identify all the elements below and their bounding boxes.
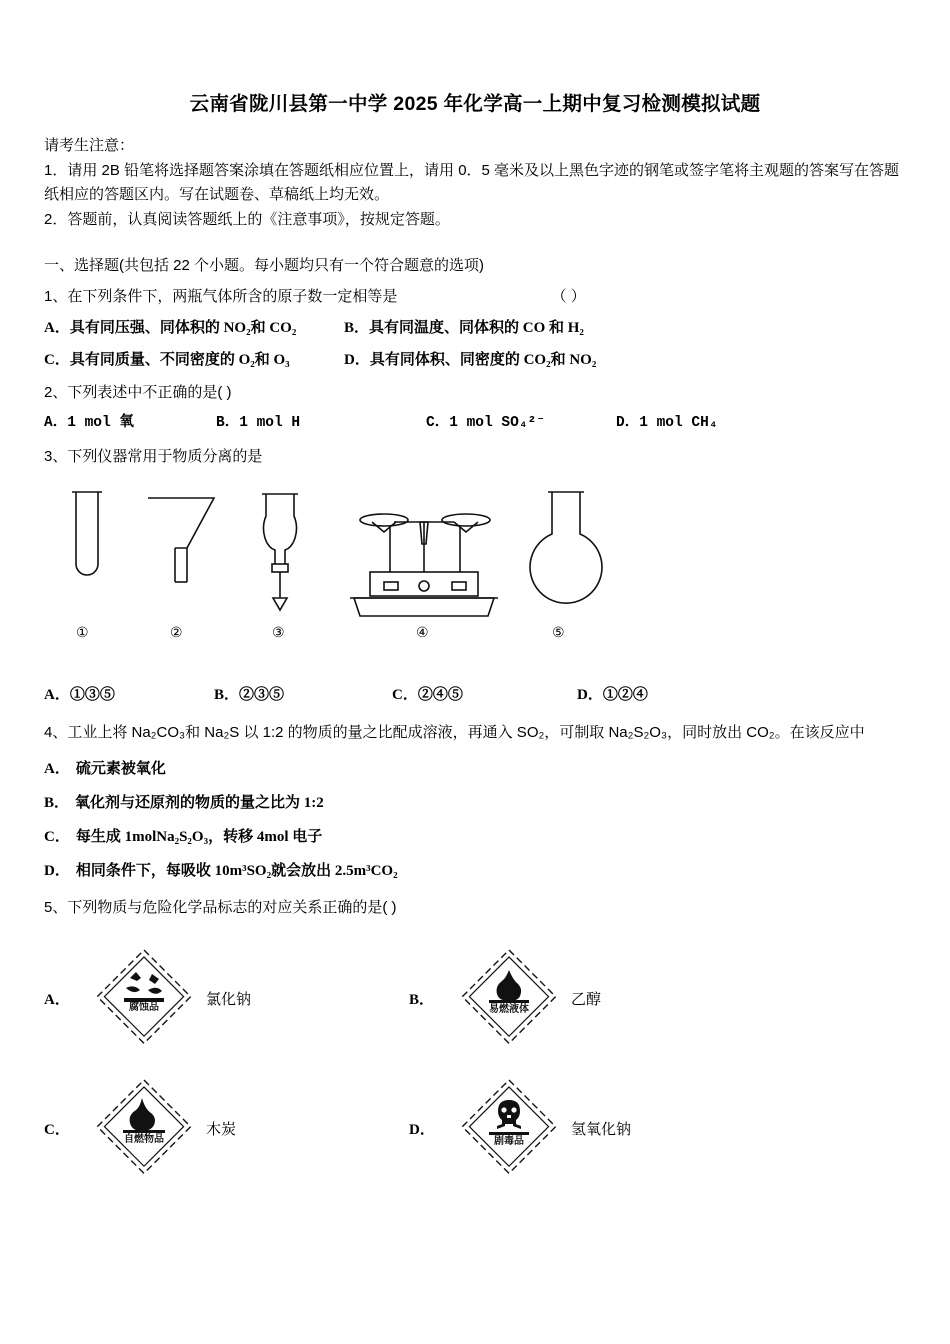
option-text: 具有同质量、不同密度的 O₂和 O₃ (69, 351, 290, 368)
option-label: A． (44, 415, 68, 432)
question-3-option-c[interactable] (392, 684, 577, 707)
hazard-row-1 (44, 933, 906, 1063)
funnel-icon (148, 498, 214, 582)
question-1-option-d[interactable] (344, 349, 614, 372)
question-1-paren: （ ） (551, 287, 586, 305)
option-text: 具有同压强、同体积的 NO₂和 CO₂ (69, 320, 297, 337)
option-label: A． (44, 320, 70, 337)
option-text: 木炭 (206, 1120, 237, 1138)
question-2-options-row (44, 413, 906, 435)
question-2-option-d[interactable] (616, 413, 816, 435)
option-text: ①②④ (602, 687, 648, 704)
apparatus-label-3: ③ (272, 624, 285, 641)
question-1-option-b[interactable] (344, 317, 614, 340)
question-1-text: 在下列条件下，两瓶气体所含的原子数一定相等是 (67, 287, 398, 305)
option-label: D． (344, 351, 370, 368)
question-4-stem (44, 721, 906, 744)
hazard-symbol-text: 自燃物品 (124, 1134, 164, 1146)
question-5-option-b[interactable] (409, 944, 774, 1052)
apparatus-label-2: ② (170, 624, 183, 641)
option-text: 1 mol SO₄²⁻ (449, 415, 545, 432)
notice-line-2: 2．答题前，认真阅读答题纸上的《注意事项》，按规定答题。 (44, 210, 450, 228)
option-text: 氧化剂与还原剂的物质的量之比为 1:2 (75, 795, 324, 812)
option-text: ①③⑤ (69, 687, 115, 704)
option-text: 每生成 1molNa₂S₂O₃，转移 4mol 电子 (75, 829, 323, 846)
hazard-row-2 (44, 1063, 906, 1193)
option-text: 硫元素被氧化 (75, 761, 166, 778)
question-2-option-b[interactable] (216, 413, 426, 435)
option-label: A． (44, 687, 70, 704)
option-label: A． (44, 991, 70, 1008)
question-2-option-c[interactable] (426, 413, 616, 435)
option-label: B． (344, 320, 370, 337)
separating-funnel-icon (262, 494, 298, 564)
question-4-option-a[interactable] (44, 757, 906, 778)
apparatus-svg (54, 486, 614, 646)
question-1-option-a[interactable] (44, 317, 344, 340)
question-4-option-c[interactable] (44, 825, 906, 846)
option-label: C． (392, 687, 418, 704)
apparatus-figure (54, 486, 614, 646)
page-title: 云南省陇川县第一中学 2025 年化学高一上期中复习检测模拟试题 (189, 93, 761, 115)
option-label: A． (44, 761, 70, 778)
option-label: B． (44, 795, 70, 812)
question-5-option-d[interactable] (409, 1074, 774, 1182)
question-3-number: 3、 (44, 448, 68, 466)
question-3-option-d[interactable] (577, 684, 777, 707)
hazard-symbol-text: 易燃液体 (489, 1004, 529, 1016)
question-2-stem (44, 381, 906, 404)
test-tube-icon (76, 492, 98, 575)
option-label: C． (44, 1121, 70, 1138)
option-text: 具有同体积、同密度的 CO₂和 NO₂ (369, 351, 597, 368)
apparatus-label-5: ⑤ (552, 624, 565, 641)
toxic-icon (455, 1074, 563, 1182)
notice-line-1: 1．请用 2B 铅笔将选择题答案涂填在答题纸相应位置上，请用 0．5 毫米及以上黑色字迹的钢笔或签字笔将主观题的答案写在答题纸相应的答题区内。写在试题卷、草稿纸上均无效。 (44, 162, 900, 204)
option-label: B． (216, 415, 240, 432)
spontaneous-combustion-icon (90, 1074, 198, 1182)
option-label: C． (426, 415, 450, 432)
question-5-number: 5、 (44, 899, 68, 917)
question-1-options-row-2 (44, 349, 906, 372)
option-text: 1 mol H (239, 415, 301, 432)
option-label: D． (44, 863, 70, 880)
apparatus-label-4: ④ (416, 624, 429, 641)
question-5-option-c[interactable] (44, 1074, 409, 1182)
question-3-option-a[interactable] (44, 684, 214, 707)
apparatus-label-1: ① (76, 624, 89, 641)
option-label: D． (409, 1121, 435, 1138)
question-4-option-b[interactable] (44, 791, 906, 812)
question-5-text: 下列物质与危险化学品标志的对应关系正确的是( ) (67, 899, 397, 917)
question-4-option-d[interactable] (44, 859, 906, 880)
question-3-options-row (44, 684, 906, 707)
option-label: D． (577, 687, 603, 704)
flammable-liquid-icon (455, 944, 563, 1052)
question-4-text: 工业上将 Na₂CO₃和 Na₂S 以 1:2 的物质的量之比配成溶液，再通入 SO₂，可制取 Na₂S₂O₃，同时放出 CO₂。在该反应中 (67, 723, 865, 741)
option-label: C． (44, 829, 70, 846)
question-2-text: 下列表述中不正确的是( ) (67, 384, 232, 402)
option-text: ②③⑤ (239, 687, 285, 704)
option-text: 氢氧化钠 (571, 1120, 632, 1138)
question-2-number: 2、 (44, 384, 68, 402)
option-text: 乙醇 (571, 990, 602, 1008)
option-text: 1 mol 氧 (67, 415, 134, 432)
corrosive-icon (90, 944, 198, 1052)
option-label: B． (214, 687, 240, 704)
question-1-option-c[interactable] (44, 349, 344, 372)
option-text: 具有同温度、同体积的 CO 和 H₂ (369, 320, 584, 337)
question-4-number: 4、 (44, 723, 68, 741)
option-text: 1 mol CH₄ (639, 415, 718, 432)
question-5-stem (44, 896, 906, 919)
round-flask-icon (530, 492, 602, 603)
option-label: C． (44, 351, 70, 368)
question-1-stem (44, 285, 906, 308)
question-5-option-a[interactable] (44, 944, 409, 1052)
question-3-option-b[interactable] (214, 684, 392, 707)
question-3-text: 下列仪器常用于物质分离的是 (67, 448, 263, 466)
hazard-symbol-text: 剧毒品 (494, 1136, 524, 1148)
question-3-stem (44, 445, 906, 468)
question-1-options-row-1 (44, 317, 906, 340)
hazard-options (44, 933, 906, 1193)
question-2-option-a[interactable] (44, 413, 216, 435)
option-text: ②④⑤ (417, 687, 463, 704)
option-text: 相同条件下，每吸收 10m³SO₂就会放出 2.5m³CO₂ (75, 863, 398, 880)
option-label: D． (616, 415, 640, 432)
hazard-symbol-text: 腐蚀品 (129, 1002, 159, 1014)
notice-heading: 请考生注意： (44, 137, 135, 154)
section-title: 一、选择题(共包括 22 个小题。每小题均只有一个符合题意的选项) (44, 256, 485, 274)
question-1-number: 1、 (44, 287, 68, 305)
balance-icon (354, 598, 494, 616)
option-label: B． (409, 991, 435, 1008)
document-content (44, 88, 906, 1193)
option-text: 氯化钠 (206, 990, 252, 1008)
